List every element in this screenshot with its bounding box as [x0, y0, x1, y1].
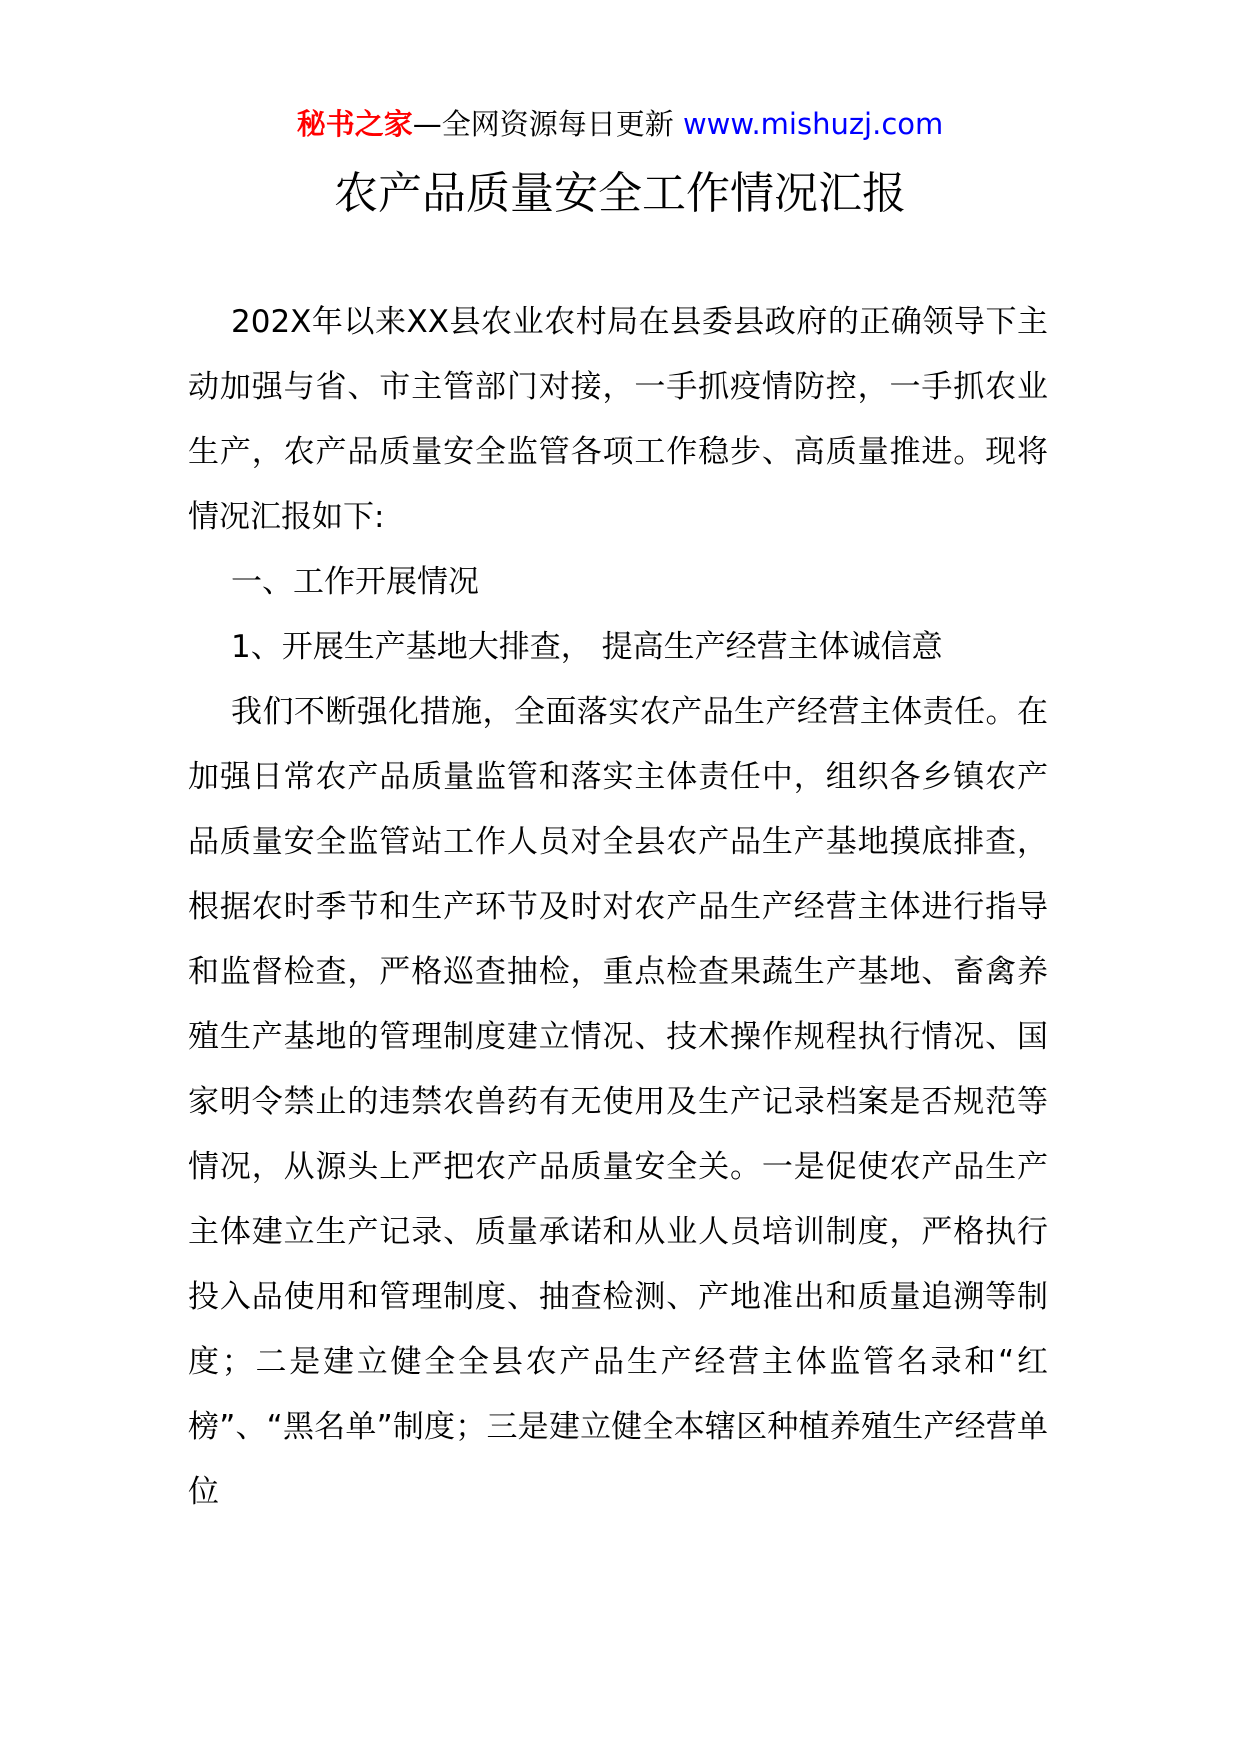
watermark-header	[0, 104, 1240, 144]
body-paragraph: 我们不断强化措施，全面落实农产品生产经营主体责任。在加强日常农产品质量监管和落实主体责任中，组织各乡镇农产品质量安全监管站工作人员对全县农产品生产基地摸底排查，根据农时季节和生产环节及时对农产品生产经营主体进行指导和监督检查，严格巡查抽检，重点检查果蔬生产基地、畜禽养殖生产基地的管理制度建立情况、技术操作规程执行情况、国家明令禁止的违禁农兽药有无使用及生产记录档案是否规范等情况，从源头上严把农产品质量安全关。一是促使农产品生产主体建立生产记录、质量承诺和从业人员培训制度，严格执行投入品使用和管理制度、抽查检测、产地准出和质量追溯等制度；二是建立健全全县农产品生产经营主体监管名录和“红榜”、“黑名单”制度；三是建立健全本辖区种植养殖生产经营单位	[188, 694, 1048, 1510]
document-body	[188, 290, 1048, 1525]
document-title: 农产品质量安全工作情况汇报	[334, 168, 906, 219]
website-link[interactable]: www.mishuzj.com	[682, 107, 944, 141]
intro-paragraph: 202X年以来XX县农业农村局在县委县政府的正确领导下主动加强与省、市主管部门对接，一手抓疫情防控，一手抓农业生产，农产品质量安全监管各项工作稳步、高质量推进。现将情况汇报如下:	[188, 304, 1048, 535]
brand-name: 秘书之家	[296, 107, 413, 141]
header-tagline: —全网资源每日更新	[412, 107, 683, 141]
subsection-heading: 1、开展生产基地大排查， 提高生产经营主体诚信意	[231, 629, 943, 665]
section-heading: 一、工作开展情况	[231, 564, 479, 600]
